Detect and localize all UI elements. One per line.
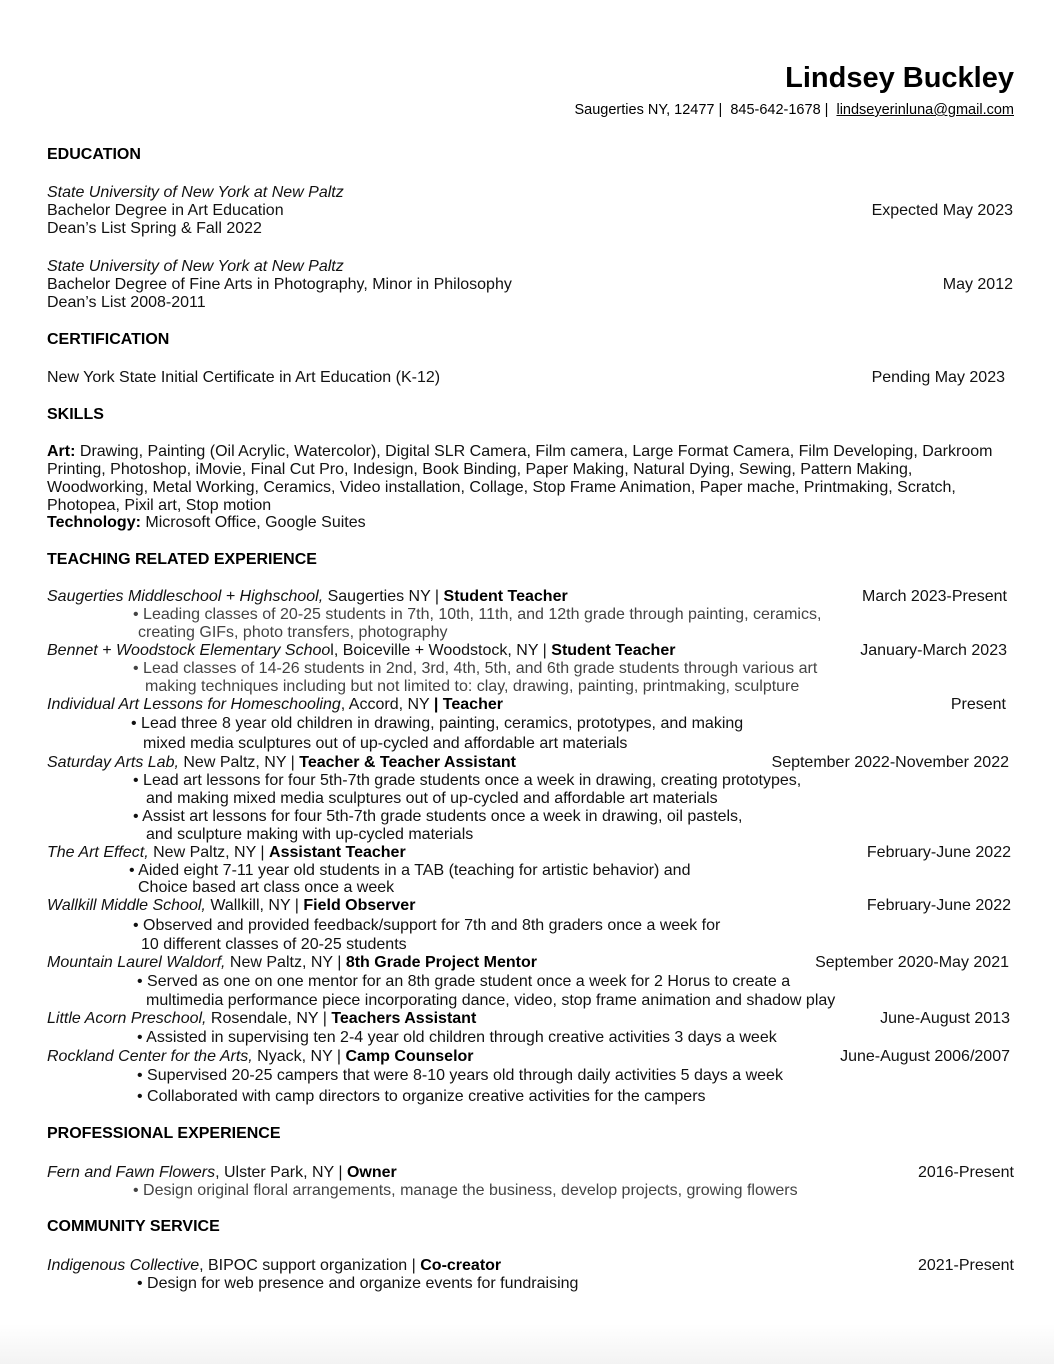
entry-role: | Teacher: [433, 696, 503, 713]
entry-place: , Accord, NY: [340, 696, 434, 713]
entry-place: Wallkill, NY |: [205, 897, 304, 914]
entry-org: The Art Effect,: [47, 844, 149, 861]
contact-line: [575, 102, 1015, 118]
teaching-entry-title: [47, 954, 537, 972]
entry-date: September 2020-May 2021: [815, 954, 1009, 971]
entry-place: New Paltz, NY |: [148, 844, 270, 861]
entry-place: Rosendale, NY |: [206, 1010, 332, 1027]
certification-date: Pending May 2023: [871, 369, 1005, 386]
skills-art-line-3: Woodworking, Metal Working, Ceramics, Video installation, Collage, Stop Frame Animation, Paper mache, Printmaking, Scratch,: [47, 479, 956, 496]
entry-date: March 2023-Present: [862, 588, 1007, 605]
entry-role: Student Teacher: [443, 588, 568, 605]
entry-role: Teachers Assistant: [331, 1010, 477, 1027]
entry-bullet-cont: making techniques including but not limited to: clay, drawing, painting, printmaking, sculpture: [145, 678, 800, 695]
entry-bullet-cont: and sculpture making with up-cycled materials: [146, 826, 474, 843]
teaching-entry-title: [47, 588, 568, 606]
entry-bullet-cont: 10 different classes of 20-25 students: [141, 936, 407, 953]
entry-date: Present: [950, 696, 1006, 713]
entry-role: Teacher & Teacher Assistant: [299, 754, 516, 771]
professional-role: Owner: [346, 1164, 397, 1181]
entry-org: Saturday Arts Lab,: [47, 754, 179, 771]
contact-phone: 845-642-1678 |: [730, 102, 829, 118]
entry-bullet: • Aided eight 7-11 year old students in a TAB (teaching for artistic behavior) and: [129, 862, 691, 879]
professional-org: Fern and Fawn Flowers: [47, 1164, 216, 1181]
skills-tech-label: Technology:: [47, 514, 141, 531]
teaching-heading: TEACHING RELATED EXPERIENCE: [47, 551, 317, 568]
entry-org: Bennet + Woodstock Elementary Schoo: [47, 642, 331, 659]
edu-1-school: State University of New York at New Paltz: [47, 184, 344, 201]
resume-name: Lindsey Buckley: [785, 62, 1014, 94]
entry-bullet-cont: multimedia performance piece incorporating dance, video, stop frame animation and shadow play: [146, 992, 836, 1009]
skills-tech-line: [47, 514, 366, 532]
entry-org: Mountain Laurel Waldorf,: [47, 954, 226, 971]
edu-2-degree: Bachelor Degree of Fine Arts in Photography, Minor in Philosophy: [47, 276, 512, 293]
edu-1-degree: Bachelor Degree in Art Education: [47, 202, 284, 219]
skills-heading: SKILLS: [47, 406, 104, 423]
entry-bullet: • Served as one on one mentor for an 8th grade student once a week for 2 Horus to create a: [137, 973, 791, 990]
entry-date: September 2022-November 2022: [771, 754, 1009, 771]
entry-org: Rockland Center for the Arts,: [47, 1048, 253, 1065]
entry-date: January-March 2023: [860, 642, 1007, 659]
skills-art-line-4: Photopea, Pixil art, Stop motion: [47, 497, 272, 514]
education-heading: EDUCATION: [47, 146, 141, 163]
community-role: Co-creator: [420, 1257, 502, 1274]
entry-bullet: • Observed and provided feedback/support for 7th and 8th graders once a week for: [133, 917, 721, 934]
entry-bullet: • Assisted in supervising ten 2-4 year old children through creative activities 3 days a week: [137, 1029, 777, 1046]
entry-role: Field Observer: [303, 897, 416, 914]
certification-text: New York State Initial Certificate in Art Education (K-12): [47, 369, 441, 386]
professional-entry-title: [47, 1164, 397, 1182]
entry-bullet: • Lead three 8 year old children in drawing, painting, ceramics, prototypes, and making: [131, 715, 744, 732]
teaching-entry-title: [47, 897, 415, 915]
entry-date: February-June 2022: [866, 844, 1011, 861]
entry-role: Student Teacher: [551, 642, 676, 659]
entry-place: Nyack, NY |: [252, 1048, 346, 1065]
teaching-entry-title: [47, 754, 516, 772]
teaching-entry-title: [47, 844, 406, 862]
community-entry-title: [47, 1257, 501, 1275]
entry-bullet: • Leading classes of 20-25 students in 7th, 10th, 11th, and 12th grade through painting, ceramics,: [133, 606, 822, 623]
entry-date: June-August 2013: [880, 1010, 1010, 1027]
community-org: Indigenous Collective: [47, 1257, 200, 1274]
teaching-entry-title: [47, 642, 675, 660]
entry-bullet: • Supervised 20-25 campers that were 8-10 years old through daily activities 5 days a week: [137, 1067, 783, 1084]
entry-role: Assistant Teacher: [269, 844, 406, 861]
contact-location: Saugerties NY, 12477 |: [574, 102, 723, 118]
teaching-entry-title: [47, 1010, 476, 1028]
professional-bullet: • Design original floral arrangements, manage the business, develop projects, growing flowers: [133, 1182, 798, 1199]
teaching-entry-title: [47, 696, 503, 714]
entry-bullet-cont: and making mixed media sculptures out of up-cycled and affordable art materials: [146, 790, 718, 807]
contact-email-link[interactable]: lindseyerinluna@gmail.com: [836, 102, 1014, 118]
page-bottom-shade: [0, 1324, 1054, 1364]
entry-date: February-June 2022: [866, 897, 1011, 914]
entry-place: Saugerties NY |: [323, 588, 444, 605]
community-date: 2021-Present: [917, 1257, 1014, 1274]
entry-org: Wallkill Middle School,: [47, 897, 206, 914]
edu-2-date: May 2012: [942, 276, 1013, 293]
edu-1-honors: Dean’s List Spring & Fall 2022: [47, 220, 262, 237]
entry-place: New Paltz, NY |: [178, 754, 300, 771]
entry-bullet: • Lead classes of 14-26 students in 2nd, 3rd, 4th, 5th, and 6th grade students through various art: [133, 660, 818, 677]
professional-heading: PROFESSIONAL EXPERIENCE: [47, 1125, 281, 1142]
edu-2-honors: Dean’s List 2008-2011: [47, 294, 206, 311]
skills-art-line-1: [47, 443, 992, 461]
community-heading: COMMUNITY SERVICE: [47, 1218, 220, 1235]
entry-bullet-cont: mixed media sculptures out of up-cycled and affordable art materials: [143, 735, 628, 752]
entry-date: June-August 2006/2007: [840, 1048, 1010, 1065]
entry-org: Little Acorn Preschool,: [47, 1010, 207, 1027]
community-bullet: • Design for web presence and organize events for fundraising: [137, 1275, 579, 1292]
edu-1-date: Expected May 2023: [871, 202, 1013, 219]
entry-org: Saugerties Middleschool + Highschool,: [47, 588, 324, 605]
entry-bullet: • Lead art lessons for four 5th-7th grade students once a week in drawing, creating prototypes,: [133, 772, 802, 789]
professional-date: 2016-Present: [917, 1164, 1014, 1181]
edu-2-school: State University of New York at New Paltz: [47, 258, 344, 275]
entry-bullet: • Assist art lessons for four 5th-7th grade students once a week in drawing, oil pastels,: [133, 808, 743, 825]
entry-place: New Paltz, NY |: [225, 954, 346, 971]
skills-art-text-1: Drawing, Painting (Oil Acrylic, Watercolor), Digital SLR Camera, Film camera, Large Format Camera, Film Developing, Darkroom: [79, 443, 993, 460]
entry-role: 8th Grade Project Mentor: [345, 954, 537, 971]
entry-org: Individual Art Lessons for Homeschooling: [47, 696, 341, 713]
entry-bullet: • Collaborated with camp directors to organize creative activities for the campers: [137, 1088, 706, 1105]
skills-tech-text: Microsoft Office, Google Suites: [145, 514, 366, 531]
professional-place: , Ulster Park, NY |: [215, 1164, 347, 1181]
entry-bullet-cont: Choice based art class once a week: [138, 879, 395, 896]
entry-bullet-cont: creating GIFs, photo transfers, photography: [138, 624, 448, 641]
entry-place: l, Boiceville + Woodstock, NY |: [330, 642, 552, 659]
entry-role: Camp Counselor: [345, 1048, 474, 1065]
community-place: , BIPOC support organization |: [199, 1257, 421, 1274]
teaching-entry-title: [47, 1048, 474, 1066]
skills-art-line-2: Printing, Photoshop, iMovie, Final Cut Pro, Indesign, Book Binding, Paper Making, Natural Dying, Sewing, Pattern Making,: [47, 461, 913, 478]
certification-heading: CERTIFICATION: [47, 331, 170, 348]
skills-art-label: Art:: [47, 443, 76, 460]
